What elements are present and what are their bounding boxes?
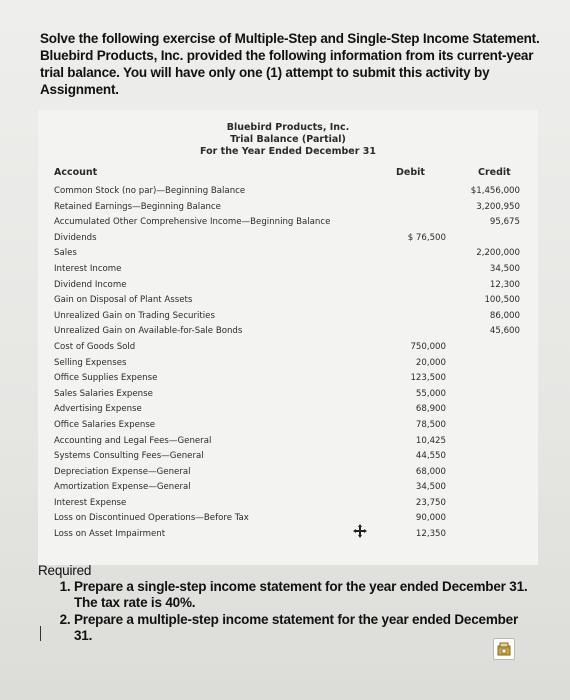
credit-amount: 2,200,000 <box>476 248 520 259</box>
table-row <box>54 527 534 543</box>
account-name: Accounting and Legal Fees—General <box>54 435 212 446</box>
account-name: Cost of Goods Sold <box>54 341 136 352</box>
table-row <box>54 434 534 450</box>
required-list <box>38 579 538 644</box>
instructions-text: Solve the following exercise of Multiple-Step and Single-Step Income Statement. Bluebird Products, Inc. provided the following information from its current-year trial balance. You will have only one (1) attempt to submit this activity by Assignment. <box>40 31 540 97</box>
save-button[interactable] <box>493 638 515 660</box>
column-header-debit: Debit <box>396 167 425 178</box>
credit-amount: 34,500 <box>489 263 520 274</box>
account-name: Retained Earnings—Beginning Balance <box>54 201 221 212</box>
account-name: Sales Salaries Expense <box>54 388 153 399</box>
debit-amount: 10,425 <box>415 435 446 446</box>
table-row <box>54 215 534 231</box>
table-row <box>54 387 534 403</box>
credit-amount: 3,200,950 <box>476 201 520 212</box>
debit-amount: 90,000 <box>415 513 446 524</box>
account-name: Unrealized Gain on Available-for-Sale Bonds <box>54 326 243 337</box>
table-row <box>54 340 534 356</box>
required-item: 2. Prepare a multiple-step income statement for the year ended December 31. <box>74 612 538 644</box>
column-header-credit: Credit <box>478 167 511 178</box>
debit-amount: 68,900 <box>415 404 446 415</box>
debit-amount: 78,500 <box>415 419 446 430</box>
debit-amount: 34,500 <box>415 482 446 493</box>
table-row <box>54 278 534 294</box>
account-name: Systems Consulting Fees—General <box>54 451 204 462</box>
table-row <box>54 511 534 527</box>
table-row <box>54 480 534 496</box>
trial-balance-rows <box>54 184 534 543</box>
credit-amount: 86,000 <box>489 310 520 321</box>
statement-period: For the Year Ended December 31 <box>200 146 376 157</box>
account-name: Gain on Disposal of Plant Assets <box>54 295 193 306</box>
statement-subtitle: Trial Balance (Partial) <box>230 134 346 145</box>
save-icon <box>497 642 511 656</box>
required-item: 1. Prepare a single-step income statement for the year ended December 31. The tax rate is 40%. <box>74 579 538 611</box>
account-name: Office Salaries Expense <box>54 419 156 430</box>
text-cursor <box>40 626 41 641</box>
table-row <box>54 496 534 512</box>
account-name: Unrealized Gain on Trading Securities <box>54 310 215 321</box>
account-name: Advertising Expense <box>54 404 142 415</box>
credit-amount: 45,600 <box>489 326 520 337</box>
account-name: Interest Expense <box>54 497 127 508</box>
account-name: Common Stock (no par)—Beginning Balance <box>54 186 246 196</box>
debit-amount: $ 76,500 <box>407 232 446 243</box>
table-row <box>54 449 534 465</box>
table-row <box>54 246 534 262</box>
debit-amount: 44,550 <box>415 451 446 462</box>
required-title: Required <box>38 563 92 578</box>
table-row <box>54 184 534 200</box>
account-name: Dividends <box>54 232 97 243</box>
account-name: Depreciation Expense—General <box>54 466 191 477</box>
credit-amount: 100,500 <box>484 295 520 306</box>
account-name: Amortization Expense—General <box>54 482 191 493</box>
account-name: Dividend Income <box>54 279 127 290</box>
account-name: Loss on Discontinued Operations—Before Tax <box>54 513 249 524</box>
table-row <box>54 231 534 247</box>
table-row <box>54 465 534 481</box>
account-name: Accumulated Other Comprehensive Income—Beginning Balance <box>54 217 331 228</box>
table-row <box>54 356 534 372</box>
required-section <box>38 563 538 645</box>
company-name: Bluebird Products, Inc. <box>226 122 350 133</box>
debit-amount: 750,000 <box>410 341 446 352</box>
debit-amount: 12,350 <box>415 529 446 540</box>
debit-amount: 23,750 <box>415 497 446 508</box>
credit-amount: 95,675 <box>489 217 520 228</box>
table-row <box>54 309 534 325</box>
debit-amount: 20,000 <box>415 357 446 368</box>
account-name: Interest Income <box>54 263 122 274</box>
credit-amount: $1,456,000 <box>470 186 520 196</box>
move-cursor-icon <box>353 523 367 542</box>
table-row <box>54 262 534 278</box>
account-name: Sales <box>54 248 77 259</box>
table-row <box>54 418 534 434</box>
credit-amount: 12,300 <box>489 279 520 290</box>
account-name: Selling Expenses <box>54 357 127 368</box>
account-name: Loss on Asset Impairment <box>54 529 166 540</box>
column-header-account: Account <box>54 167 98 178</box>
table-row <box>54 371 534 387</box>
debit-amount: 55,000 <box>415 388 446 399</box>
table-row <box>54 324 534 340</box>
table-row <box>54 200 534 216</box>
table-row <box>54 402 534 418</box>
debit-amount: 68,000 <box>415 466 446 477</box>
debit-amount: 123,500 <box>410 373 446 384</box>
table-row <box>54 293 534 309</box>
account-name: Office Supplies Expense <box>54 373 158 384</box>
trial-balance-image <box>38 110 538 565</box>
